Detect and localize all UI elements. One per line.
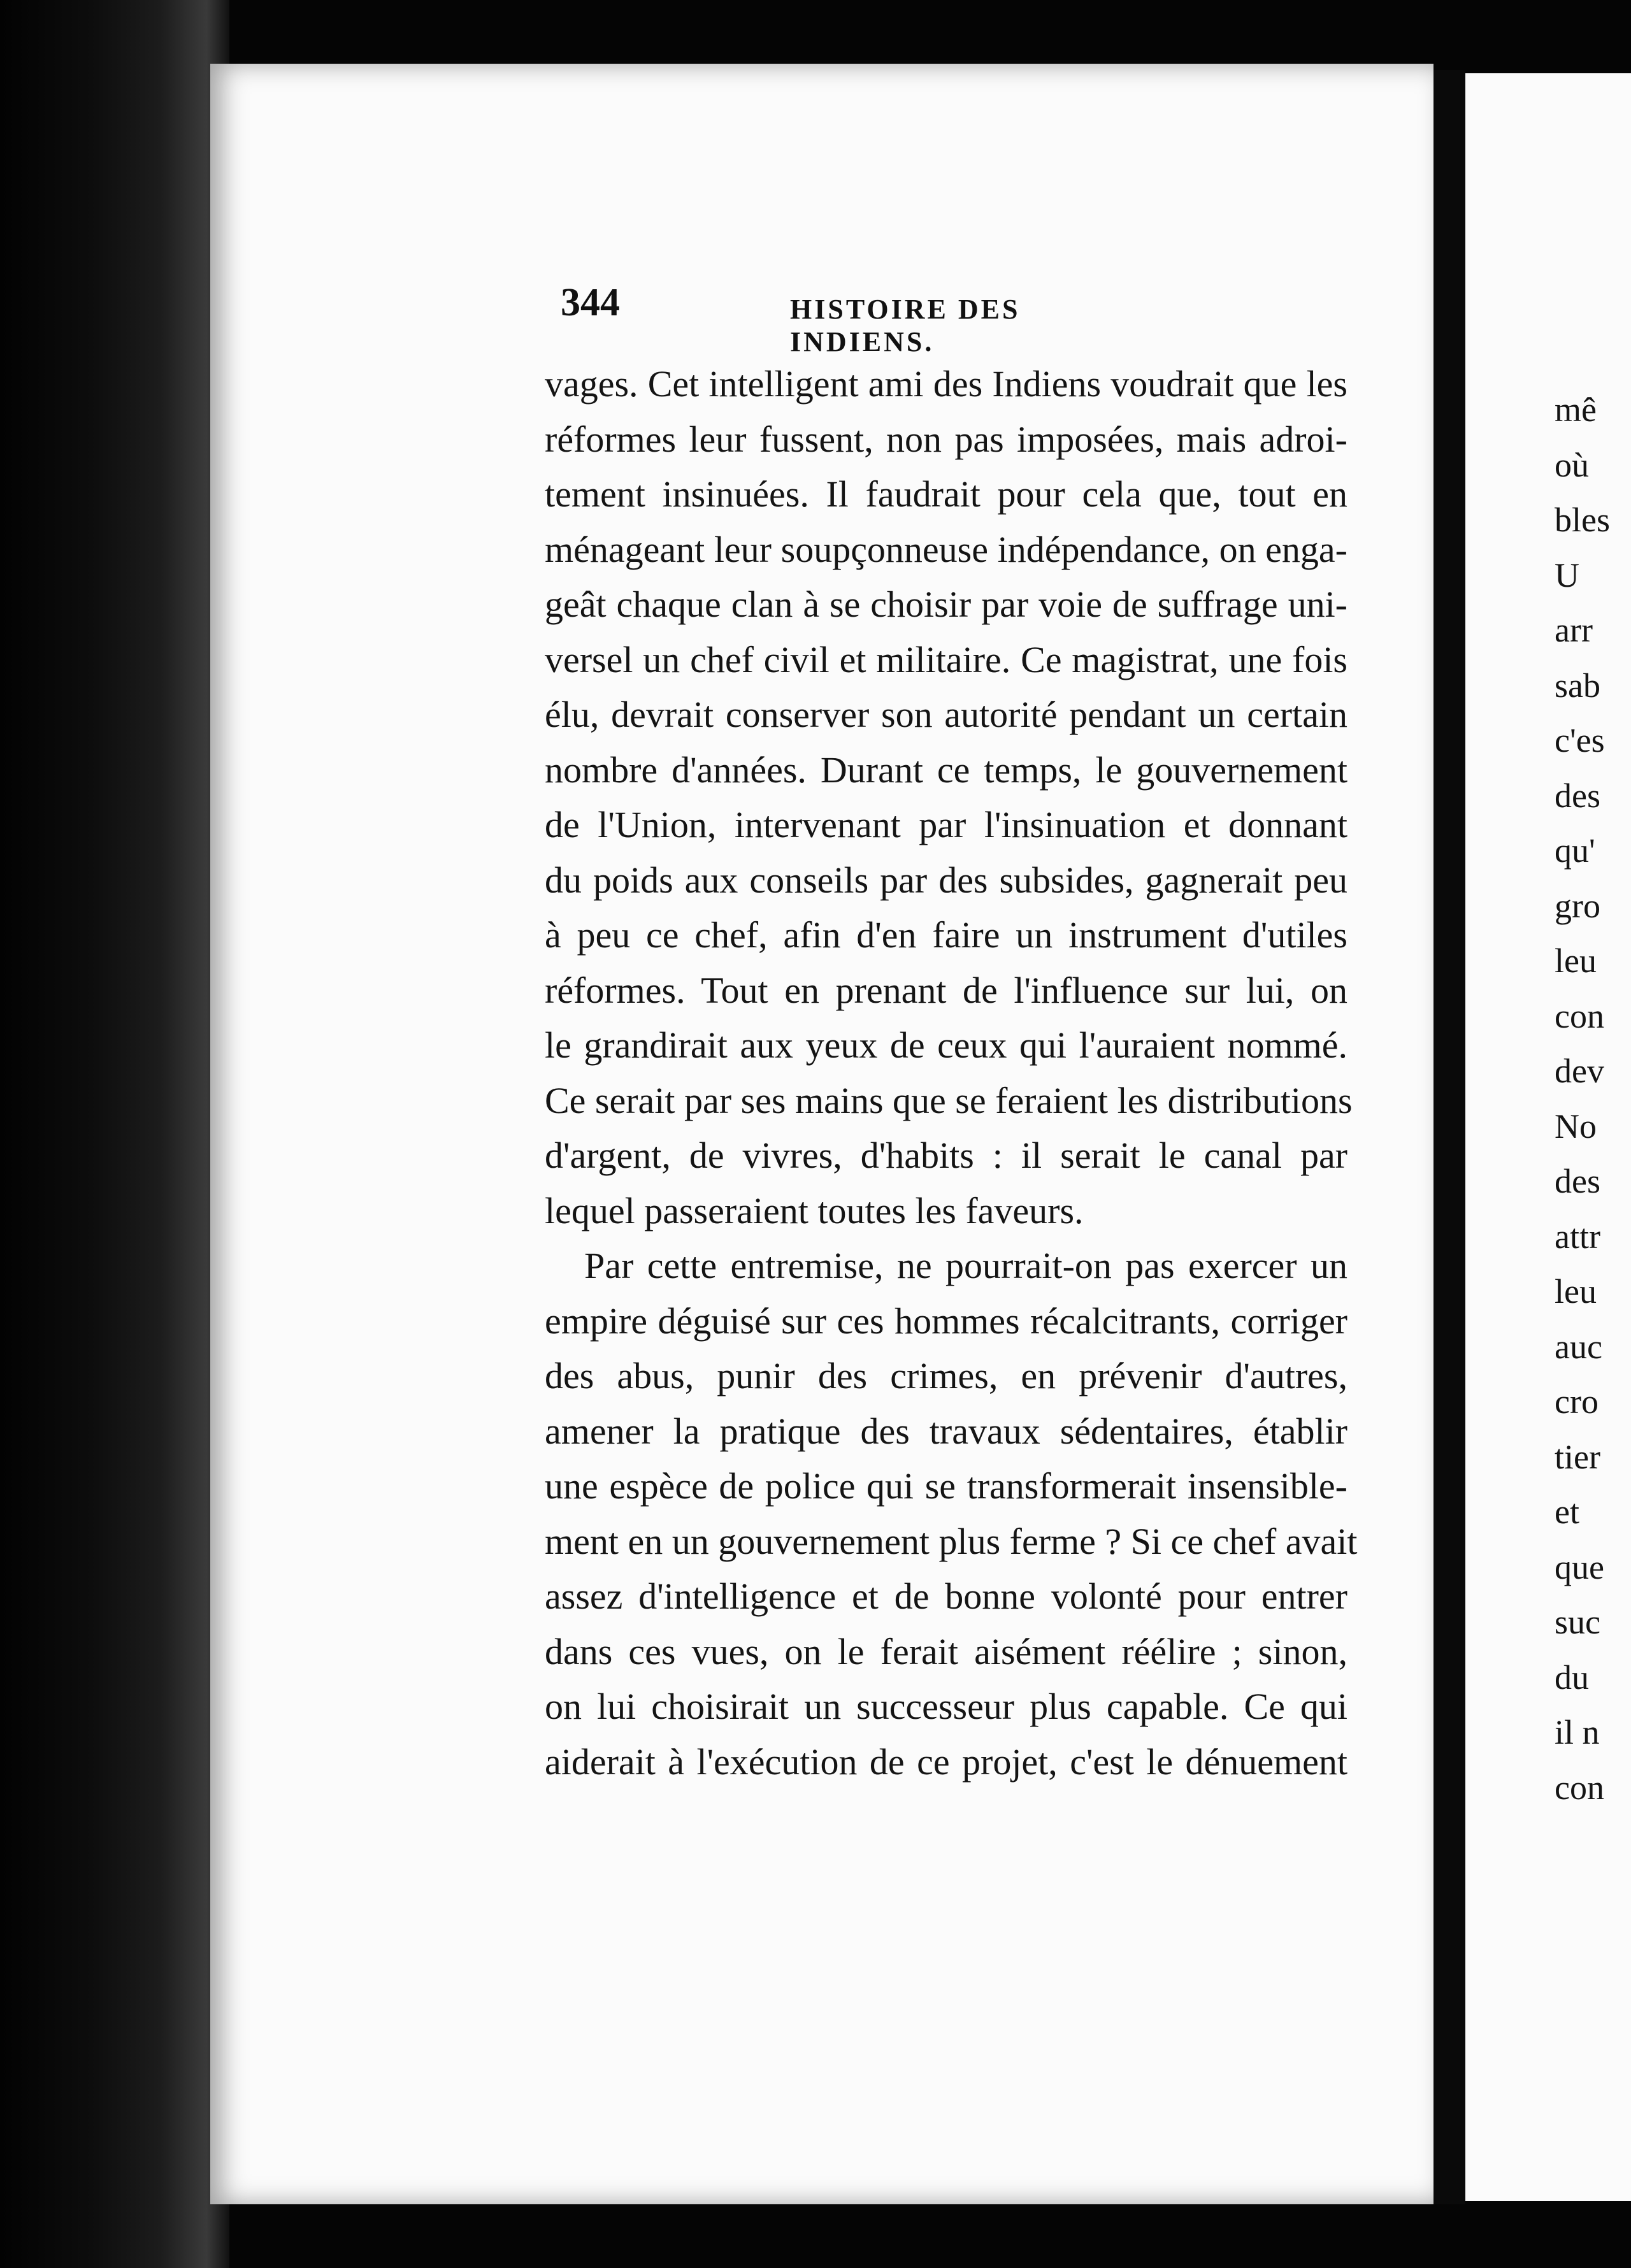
text-fragment: des [1555, 776, 1600, 815]
right-page-edge [1465, 73, 1631, 2201]
text-line: réformes. Tout en prenant de l'influence sur lui, on [545, 969, 1347, 1011]
text-fragment: auc [1555, 1327, 1602, 1366]
text-fragment: et [1555, 1493, 1579, 1531]
text-fragment: sab [1555, 666, 1600, 705]
text-line: Par cette entremise, ne pourrait-on pas exercer un [584, 1245, 1347, 1286]
text-fragment: No [1555, 1107, 1597, 1145]
running-title: HISTOIRE DES INDIENS. [790, 294, 1021, 357]
text-line: vages. Cet intelligent ami des Indiens voudrait que les [545, 363, 1347, 405]
text-fragment: il n [1555, 1713, 1600, 1751]
text-line: assez d'intelligence et de bonne volonté pour entrer [545, 1575, 1347, 1617]
text-line: réformes leur fussent, non pas imposées, mais adroi- [545, 418, 1347, 460]
right-page-text [1555, 382, 1610, 1815]
page-header [561, 280, 1134, 357]
text-fragment: du [1555, 1658, 1589, 1697]
text-line: de l'Union, intervenant par l'insinuation et donnant [545, 804, 1347, 845]
page-gutter [1433, 70, 1465, 2204]
text-line: une espèce de police qui se transformerait insensible- [545, 1465, 1347, 1507]
text-line: Ce serait par ses mains que se feraient les distributions [545, 1079, 1353, 1121]
text-fragment: gro [1555, 886, 1600, 925]
text-fragment: tier [1555, 1437, 1600, 1476]
text-fragment: attr [1555, 1217, 1600, 1256]
text-line: à peu ce chef, afin d'en faire un instrument d'utiles [545, 914, 1347, 956]
book-spine [0, 0, 229, 2268]
text-line: aiderait à l'exécution de ce projet, c'est le dénuement [545, 1740, 1347, 1783]
text-line: élu, devrait conserver son autorité pendant un certain [545, 694, 1347, 735]
body-text [545, 357, 1358, 1790]
text-line: tement insinuées. Il faudrait pour cela que, tout en [545, 473, 1347, 515]
text-fragment: leu [1555, 1272, 1597, 1310]
text-line: geât chaque clan à se choisir par voie de suffrage uni- [545, 584, 1347, 625]
text-line: on lui choisirait un successeur plus capable. Ce qui [545, 1686, 1347, 1727]
text-fragment: con [1555, 1768, 1604, 1807]
text-fragment: con [1555, 996, 1604, 1035]
text-line: d'argent, de vivres, d'habits : il serait le canal par [545, 1135, 1347, 1176]
text-line: nombre d'années. Durant ce temps, le gouvernement [545, 749, 1347, 791]
page-number: 344 [561, 281, 620, 324]
text-line: empire déguisé sur ces hommes récalcitrants, corriger [545, 1300, 1347, 1342]
text-line: versel un chef civil et militaire. Ce magistrat, une fois [545, 638, 1347, 680]
text-line: amener la pratique des travaux sédentaires, établir [545, 1410, 1347, 1452]
text-line: ménageant leur soupçonneuse indépendance, on enga- [545, 528, 1347, 570]
text-fragment: mê [1555, 391, 1597, 429]
text-line: du poids aux conseils par des subsides, gagnerait peu [545, 859, 1347, 901]
text-fragment: cro [1555, 1382, 1599, 1421]
text-fragment: suc [1555, 1603, 1600, 1641]
text-line: lequel passeraient toutes les faveurs. [545, 1189, 1084, 1231]
text-line: dans ces vues, on le ferait aisément réélire ; sinon, [545, 1630, 1347, 1672]
text-fragment: des [1555, 1162, 1600, 1200]
text-fragment: bles [1555, 501, 1610, 539]
text-line: des abus, punir des crimes, en prévenir d'autres, [545, 1355, 1347, 1396]
text-fragment: dev [1555, 1052, 1604, 1090]
text-fragment: que [1555, 1547, 1604, 1586]
text-fragment: où [1555, 445, 1589, 484]
text-fragment: qu' [1555, 831, 1595, 870]
text-line: le grandirait aux yeux de ceux qui l'auraient nommé. [545, 1024, 1347, 1066]
text-line: ment en un gouvernement plus ferme ? Si ce chef avait [545, 1520, 1358, 1562]
text-fragment: arr [1555, 611, 1593, 649]
text-fragment: U [1555, 556, 1579, 594]
text-fragment: c'es [1555, 721, 1605, 759]
text-fragment: leu [1555, 942, 1597, 980]
